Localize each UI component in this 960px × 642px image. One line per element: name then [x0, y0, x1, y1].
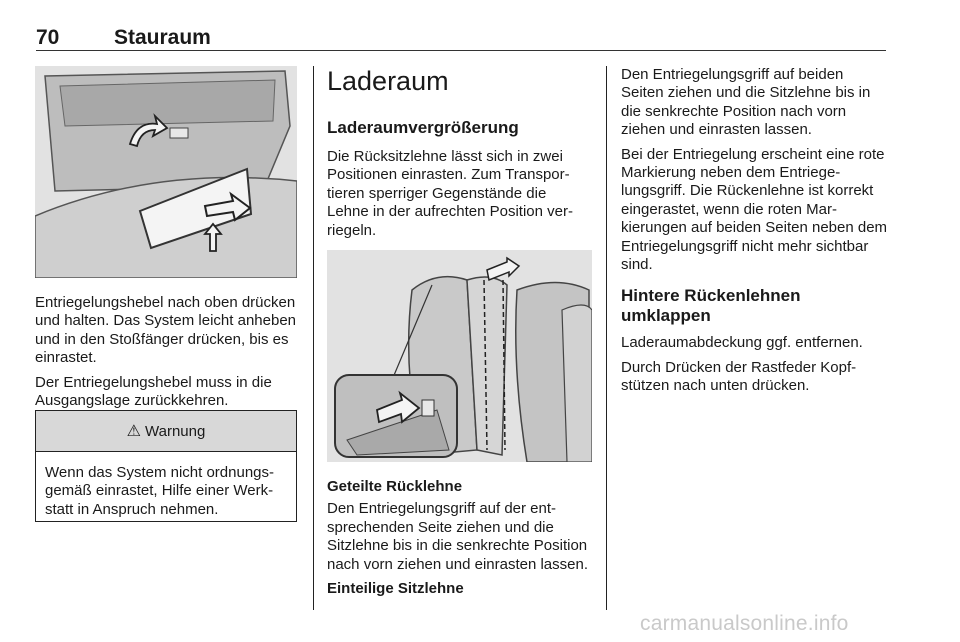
section-heading: Laderaum: [327, 66, 449, 96]
split-backrest-heading: Geteilte Rücklehne: [327, 478, 463, 496]
seat-drawing: [327, 250, 592, 462]
right-after-paragraph-1: Laderaumabdeckung ggf. entfernen.: [621, 334, 863, 352]
caption-paragraph-1: Entriegelungshebel nach oben drücken und halten. Das System leicht anheben und in den Stoßfänger drücken, bis es einrastet.: [35, 294, 296, 367]
warning-header: [36, 411, 296, 452]
section-title: Stauraum: [114, 26, 211, 49]
fold-backrest-heading: Hintere Rückenlehnen umklappen: [621, 286, 801, 326]
single-backrest-heading: Einteilige Sitzlehne: [327, 580, 464, 598]
left-column: [35, 66, 297, 416]
page-header: [36, 22, 886, 52]
warning-title: Warnung: [145, 422, 206, 440]
watermark: carmanualsonline.info: [640, 612, 849, 635]
column-divider-left: [313, 66, 314, 610]
seat-illustration: [327, 250, 592, 462]
intro-paragraph: Die Rücksitzlehne lässt sich in zwei Positionen einrasten. Zum Transportieren sperriger Gegenstände die Lehne in der aufrechten Position verriegeln.: [327, 148, 573, 239]
right-column: [621, 66, 889, 402]
header-rule: [36, 50, 886, 51]
trunk-drawing: [35, 66, 297, 278]
left-caption: [35, 294, 297, 410]
column-divider-right: [606, 66, 607, 610]
page-number: 70: [36, 26, 60, 49]
subheading: Laderaumvergrößerung: [327, 118, 519, 137]
right-paragraph-2: Bei der Entriegelung erscheint eine rote Markierung neben dem Entriegelungsgriff. Die Rückenlehne ist korrekt eingerastet, wenn die roten Markierungen auf beiden Seiten neben dem Entriegelungsgriff nicht mehr sichtbar sind.: [621, 145, 888, 274]
right-after-paragraph-2: Durch Drücken der Rastfeder Kopfstützen nach unten drücken.: [621, 358, 857, 395]
right-paragraph-1: Den Entriegelungsgriff auf beiden Seiten ziehen und die Sitzlehne bis in die senkrechte Position nach vorn ziehen und einrasten lassen.: [621, 66, 871, 139]
caption-paragraph-2: Der Entriegelungshebel muss in die Ausgangslage zurückkehren.: [35, 373, 272, 410]
split-backrest-text: Den Entriegelungsgriff auf der entsprechenden Seite ziehen und die Sitzlehne bis in die senkrechte Position nach vorn ziehen und einrasten lassen.: [327, 500, 589, 573]
middle-column: [327, 66, 592, 598]
warning-box: [35, 410, 297, 522]
trunk-illustration: [35, 66, 297, 278]
warning-triangle-icon: ⚠: [126, 423, 142, 440]
warning-body: Wenn das System nicht ordnungsgemäß einrastet, Hilfe einer Werkstatt in Anspruch nehmen.: [45, 464, 275, 518]
